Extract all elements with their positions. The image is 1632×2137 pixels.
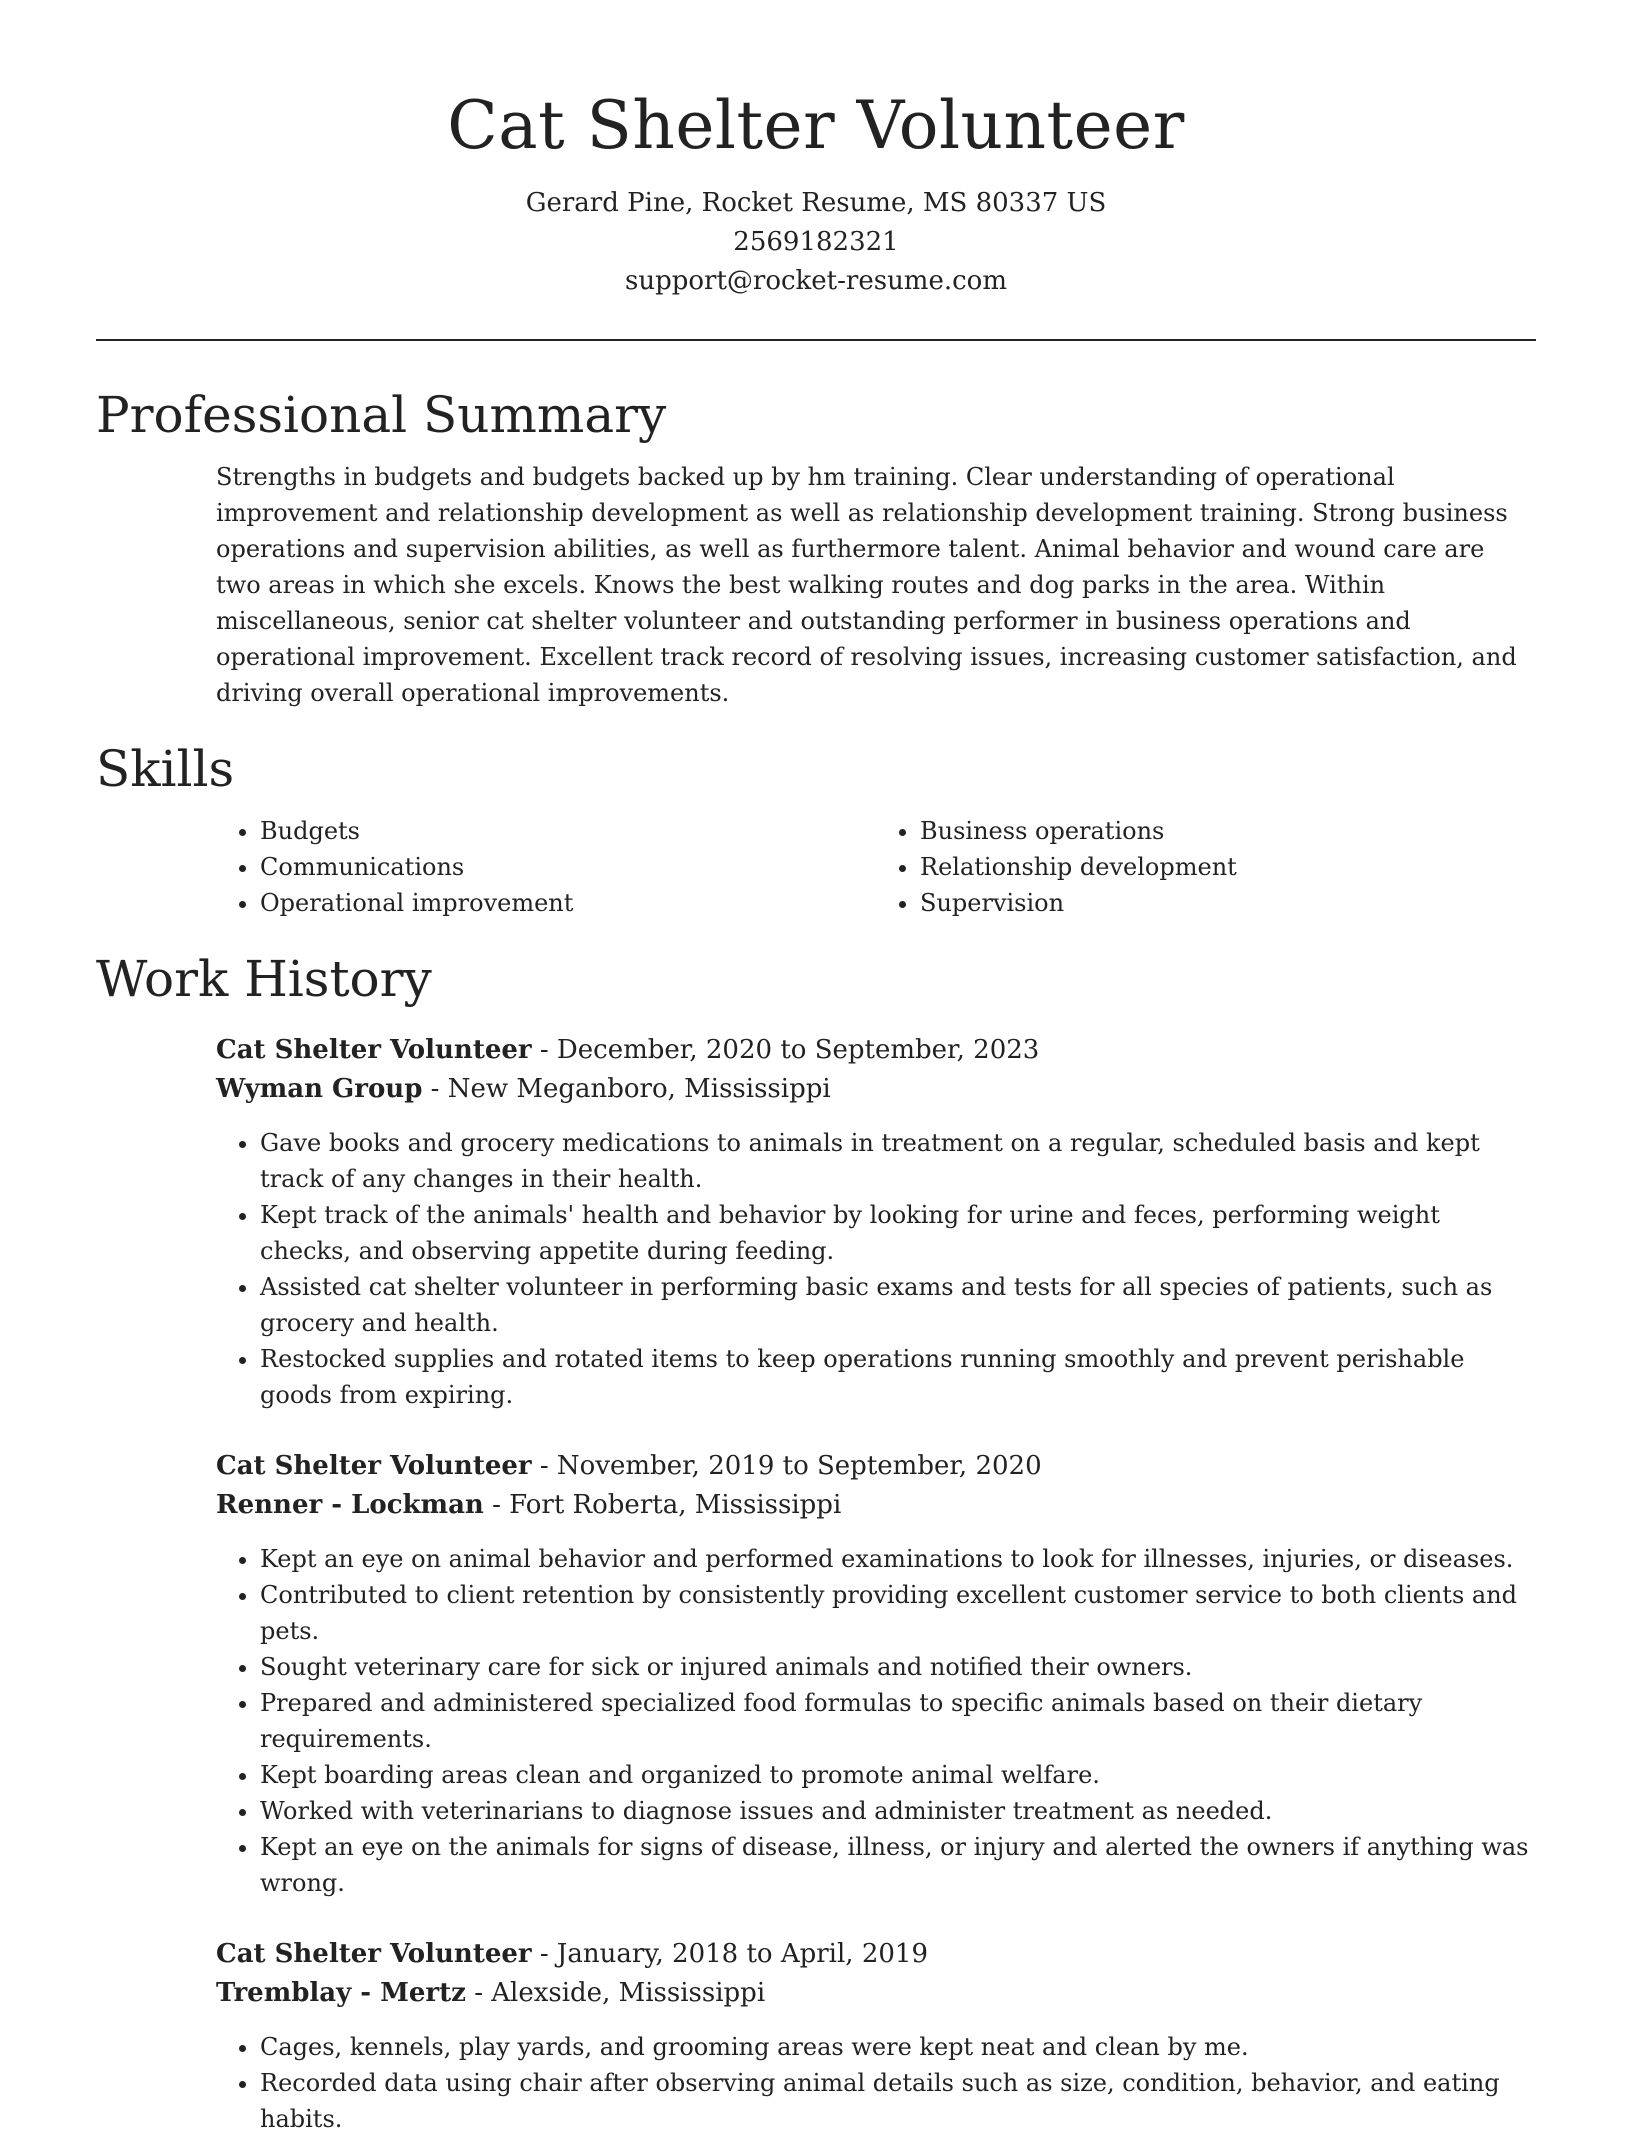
job-bullet: • Worked with veterinarians to diagnose issues and administer treatment as needed. (260, 1793, 1536, 1829)
contact-block (96, 184, 1536, 301)
job-bullet: • Cages, kennels, play yards, and grooming areas were kept neat and clean by me. (260, 2029, 1536, 2065)
job-dates: - January, 2018 to April, 2019 (539, 1939, 929, 1969)
skill-item: • Relationship development (920, 849, 1536, 885)
job-bullet: • Kept boarding areas clean and organized to promote animal welfare. (260, 1757, 1536, 1793)
job-bullet: • Contributed to client retention by consistently providing excellent customer service to both clients and pets. (260, 1577, 1536, 1649)
job-bullets (216, 1125, 1536, 1413)
job-title: Cat Shelter Volunteer (216, 1035, 532, 1065)
job-bullets (216, 1541, 1536, 1901)
contact-email: support@rocket-resume.com (624, 266, 1007, 296)
job-title-line (216, 1031, 1536, 1070)
job-bullet: • Kept track of the animals' health and behavior by looking for urine and feces, performing weight checks, and observing appetite during feeding. (260, 1197, 1536, 1269)
job-bullet: • Prepared and administered specialized food formulas to specific animals based on their dietary requirements. (260, 1685, 1536, 1757)
skill-item: • Supervision (920, 885, 1536, 921)
contact-phone: 2569182321 (733, 227, 899, 257)
skills-column-left (216, 813, 876, 921)
job-entry (216, 1031, 1536, 1413)
job-company-line (216, 1974, 1536, 2013)
summary-heading: Professional Summary (96, 386, 667, 444)
skill-item: • Budgets (260, 813, 876, 849)
skills-column-right (876, 813, 1536, 921)
job-bullet: • Kept an eye on animal behavior and performed examinations to look for illnesses, injuries, or diseases. (260, 1541, 1536, 1577)
job-company: Tremblay - Mertz (216, 1978, 466, 2008)
job-bullet: • Assisted cat shelter volunteer in performing basic exams and tests for all species of patients, such as grocery and health. (260, 1269, 1536, 1341)
skills-heading: Skills (96, 740, 235, 798)
job-location: - Alexside, Mississippi (474, 1978, 766, 2008)
job-company-line (216, 1070, 1536, 1109)
work-history-heading: Work History (96, 950, 432, 1008)
job-company: Renner - Lockman (216, 1490, 484, 1520)
job-dates: - December, 2020 to September, 2023 (539, 1035, 1040, 1065)
job-location: - New Meganboro, Mississippi (430, 1074, 831, 1104)
job-entry (216, 1935, 1536, 2137)
skill-item: • Operational improvement (260, 885, 876, 921)
job-bullet: • Recorded data using chair after observing animal details such as size, condition, behavior, and eating habits. (260, 2065, 1536, 2137)
job-bullet: • Restocked supplies and rotated items to keep operations running smoothly and prevent perishable goods from expiring. (260, 1341, 1536, 1413)
job-company: Wyman Group (216, 1074, 423, 1104)
summary-text: Strengths in budgets and budgets backed up by hm training. Clear understanding of operational improvement and relationship development as well as relationship development training. Strong business operations and supervision abilities, as well as furthermore talent. Animal behavior and wound care are two areas in which she excels. Knows the best walking routes and dog parks in the area. Within miscellaneous, senior cat shelter volunteer and outstanding performer in business operations and operational improvement. Excellent track record of resolving issues, increasing customer satisfaction, and driving overall operational improvements. (216, 463, 1517, 707)
skill-item: • Business operations (920, 813, 1536, 849)
header-divider (96, 339, 1536, 341)
job-location: - Fort Roberta, Mississippi (492, 1490, 842, 1520)
job-title-line (216, 1935, 1536, 1974)
resume-title: Cat Shelter Volunteer (447, 87, 1185, 164)
job-bullet: • Sought veterinary care for sick or injured animals and notified their owners. (260, 1649, 1536, 1685)
skill-item: • Communications (260, 849, 876, 885)
job-title: Cat Shelter Volunteer (216, 1451, 532, 1481)
job-entry (216, 1447, 1536, 1901)
job-dates: - November, 2019 to September, 2020 (539, 1451, 1042, 1481)
job-title-line (216, 1447, 1536, 1486)
job-bullet: • Gave books and grocery medications to animals in treatment on a regular, scheduled basis and kept track of any changes in their health. (260, 1125, 1536, 1197)
job-company-line (216, 1486, 1536, 1525)
job-bullets (216, 2029, 1536, 2137)
job-bullet: • Kept an eye on the animals for signs of disease, illness, or injury and alerted the owners if anything was wrong. (260, 1829, 1536, 1901)
contact-address: Gerard Pine, Rocket Resume, MS 80337 US (525, 188, 1107, 218)
skills-list (216, 813, 1536, 921)
job-title: Cat Shelter Volunteer (216, 1939, 532, 1969)
